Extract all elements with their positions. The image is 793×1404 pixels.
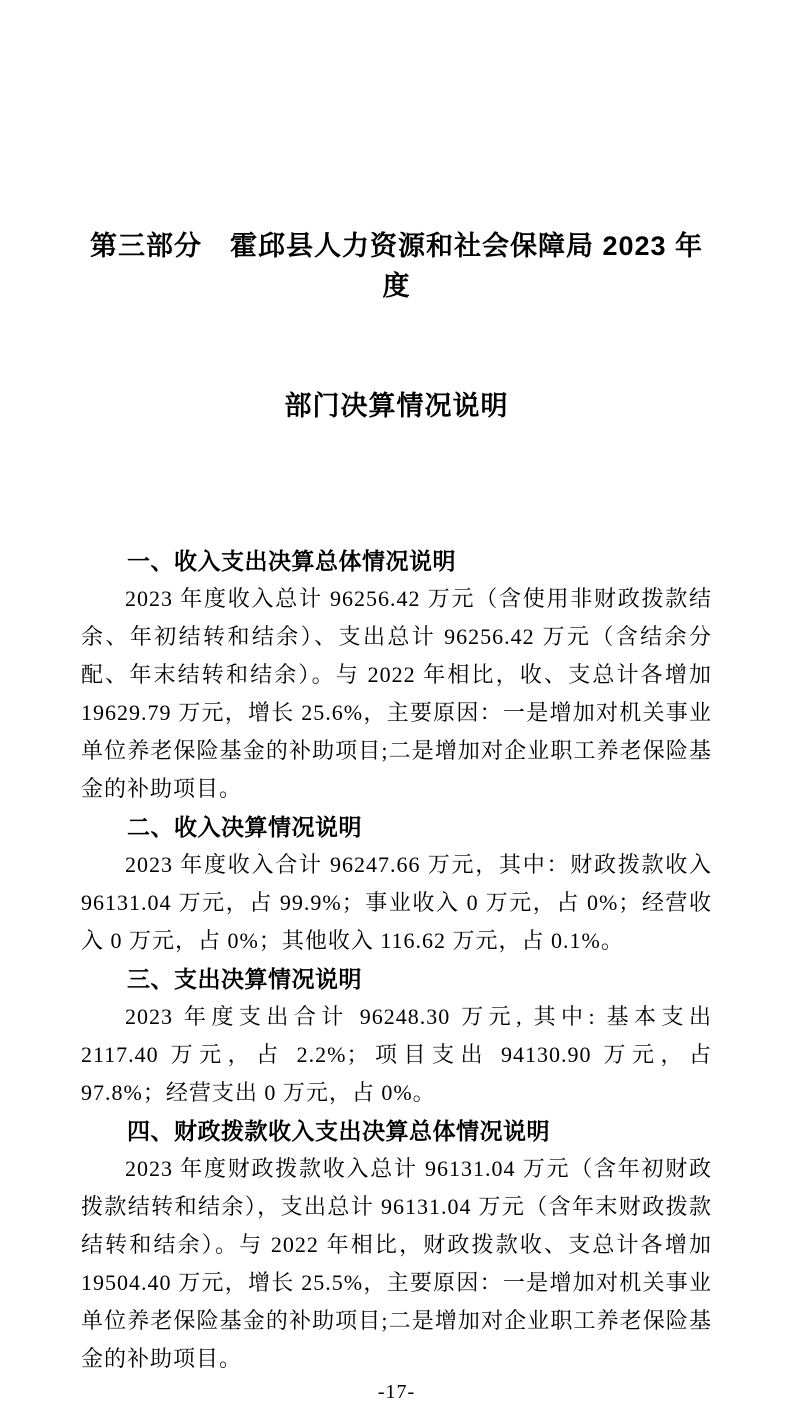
section-heading: 四、财政拨款收入支出决算总体情况说明 bbox=[127, 1118, 550, 1144]
section-heading: 三、支出决算情况说明 bbox=[127, 966, 362, 992]
sections-container bbox=[81, 542, 712, 1378]
document-title bbox=[81, 146, 712, 506]
document-content bbox=[81, 146, 712, 1404]
section-heading: 二、收入决算情况说明 bbox=[127, 814, 362, 840]
section-heading: 一、收入支出决算总体情况说明 bbox=[127, 548, 456, 574]
document-title-line2: 部门决算情况说明 bbox=[284, 391, 509, 421]
page-number: -17- bbox=[377, 1381, 416, 1403]
body-paragraph: 2023 年度支出合计 96248.30 万元, 其中: 基本支出 2117.40 万元，占 2.2%；项目支出 94130.90 万元，占 97.8%；经营支出 0 万元，占 0%。 bbox=[81, 1004, 712, 1105]
body-paragraph: 2023 年度收入合计 96247.66 万元，其中：财政拨款收入 96131.04 万元，占 99.9%；事业收入 0 万元，占 0%；经营收入 0 万元，占 0%；其他收入 116.62 万元，占 0.1%。 bbox=[81, 852, 712, 953]
body-paragraph: 2023 年度收入总计 96256.42 万元（含使用非财政拨款结余、年初结转和结余）、支出总计 96256.42 万元（含结余分配、年末结转和结余）。与 2022 年相比，收、支总计各增加 19629.79 万元，增长 25.6%，主要原因：一是增加对机关事业单位养老保险基金的补助项目;二是增加对企业职工养老保险基金的补助项目。 bbox=[81, 586, 712, 801]
document-title-line1: 第三部分 霍邱县人力资源和社会保障局 2023 年度 bbox=[89, 231, 704, 301]
body-paragraph: 2023 年度财政拨款收入总计 96131.04 万元（含年初财政拨款结转和结余），支出总计 96131.04 万元（含年末财政拨款结转和结余）。与 2022 年相比，财政拨款收、支总计各增加 19504.40 万元，增长 25.5%，主要原因：一是增加对机关事业单位养老保险基金的补助项目;二是增加对企业职工养老保险基金的补助项目。 bbox=[81, 1156, 712, 1371]
